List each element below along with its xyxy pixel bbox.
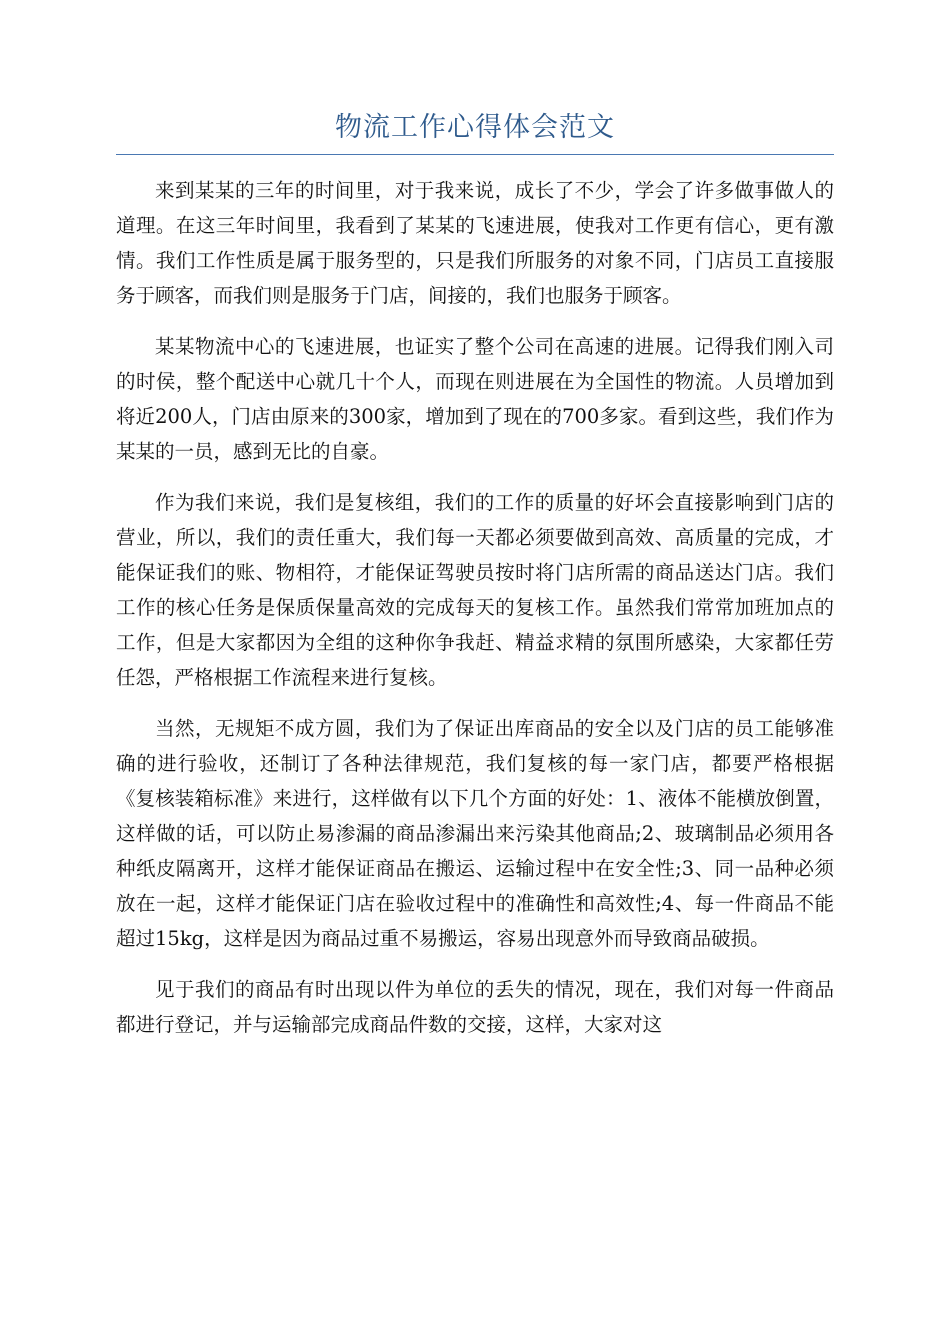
paragraph-3: 作为我们来说，我们是复核组，我们的工作的质量的好坏会直接影响到门店的营业，所以，我们的责任重大，我们每一天都必须要做到高效、高质量的完成，才能保证我们的账、物相符，才能保证驾驶员按时将门店所需的商品送达门店。我们工作的核心任务是保质保量高效的完成每天的复核工作。虽然我们常常加班加点的工作，但是大家都因为全组的这种你争我赶、精益求精的氛围所感染，大家都任劳任怨，严格根据工作流程来进行复核。 — [116, 491, 834, 689]
title-underline — [116, 154, 834, 155]
document-body — [116, 173, 834, 1058]
document-title: 物流工作心得体会范文 — [335, 112, 615, 143]
paragraph-5: 见于我们的商品有时出现以件为单位的丢失的情况，现在，我们对每一件商品都进行登记，并与运输部完成商品件数的交接，这样，大家对这 — [116, 978, 834, 1036]
paragraph-1: 来到某某的三年的时间里，对于我来说，成长了不少，学会了许多做事做人的道理。在这三年时间里，我看到了某某的飞速进展，使我对工作更有信心，更有激情。我们工作性质是属于服务型的，只是我们所服务的对象不同，门店员工直接服务于顾客，而我们则是服务于门店，间接的，我们也服务于顾客。 — [116, 179, 834, 307]
paragraph-4: 当然，无规矩不成方圆，我们为了保证出库商品的安全以及门店的员工能够准确的进行验收，还制订了各种法律规范，我们复核的每一家门店，都要严格根据《复核装箱标准》来进行，这样做有以下几个方面的好处：1、液体不能横放倒置，这样做的话，可以防止易渗漏的商品渗漏出来污染其他商品;2、玻璃制品必须用各种纸皮隔离开，这样才能保证商品在搬运、运输过程中在安全性;3、同一品种必须放在一起，这样才能保证门店在验收过程中的准确性和高效性;4、每一件商品不能超过15kg，这样是因为商品过重不易搬运，容易出现意外而导致商品破损。 — [116, 717, 834, 950]
paragraph-2: 某某物流中心的飞速进展，也证实了整个公司在高速的进展。记得我们刚入司的时侯，整个配送中心就几十个人，而现在则进展在为全国性的物流。人员增加到将近200人，门店由原来的300家，增加到了现在的700多家。看到这些，我们作为某某的一员，感到无比的自豪。 — [116, 335, 834, 463]
